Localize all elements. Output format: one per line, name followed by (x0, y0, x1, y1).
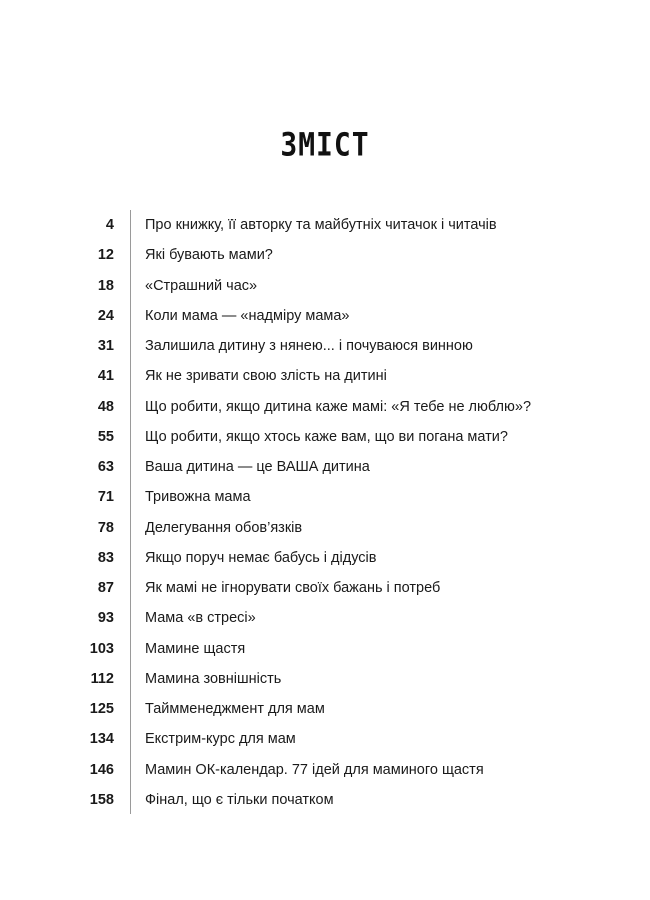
toc-chapter-title: Коли мама — «надміру мама» (145, 307, 350, 324)
toc-page-number: 83 (97, 549, 114, 566)
toc-chapter-title: Мамине щастя (145, 640, 246, 657)
toc-page-number: 12 (97, 247, 114, 264)
toc-entry[interactable] (0, 361, 650, 391)
toc-chapter-title: Як мамі не ігнорувати своїх бажань і потреб (145, 580, 441, 597)
toc-page-number: 112 (90, 670, 114, 687)
toc-page-number: 18 (97, 277, 114, 294)
toc-entry[interactable] (0, 422, 650, 452)
toc-entry[interactable] (0, 513, 650, 543)
toc-page-number: 24 (97, 307, 114, 324)
toc-entry[interactable] (0, 271, 650, 301)
toc-chapter-title: Що робити, якщо хтось каже вам, що ви погана мати? (145, 428, 508, 445)
toc-entry[interactable] (0, 301, 650, 331)
toc-entry[interactable] (0, 210, 650, 240)
toc-entry[interactable] (0, 785, 650, 815)
toc-entry[interactable] (0, 634, 650, 664)
toc-page-number: 41 (97, 368, 114, 385)
toc-chapter-title: Тривожна мама (145, 489, 251, 506)
toc-entry[interactable] (0, 482, 650, 512)
toc-chapter-title: Як не зривати свою злість на дитині (145, 368, 387, 385)
toc-chapter-title: Які бувають мами? (145, 247, 273, 264)
toc-page-number: 103 (89, 640, 114, 657)
toc-entry[interactable] (0, 543, 650, 573)
table-of-contents (0, 210, 650, 815)
toc-chapter-title: Ваша дитина — це ВАША дитина (145, 459, 370, 476)
toc-page-number: 93 (97, 610, 114, 627)
toc-page-number: 48 (97, 398, 114, 415)
toc-page-number: 55 (97, 428, 114, 445)
toc-chapter-title: Екстрим-курс для мам (145, 731, 296, 748)
toc-entry[interactable] (0, 664, 650, 694)
toc-page-number: 158 (89, 791, 114, 808)
toc-page-number: 78 (97, 519, 114, 536)
toc-chapter-title: «Страшний час» (145, 277, 258, 294)
page-title: ЗМІСТ (280, 125, 370, 164)
toc-chapter-title: Мама «в стресі» (145, 610, 256, 627)
toc-entry[interactable] (0, 573, 650, 603)
toc-entry[interactable] (0, 724, 650, 754)
toc-chapter-title: Залишила дитину з нянею... і почуваюся винною (145, 338, 473, 355)
toc-chapter-title: Фінал, що є тільки початком (145, 791, 334, 808)
toc-entry[interactable] (0, 331, 650, 361)
toc-chapter-title: Таймменеджмент для мам (145, 701, 325, 718)
toc-entry[interactable] (0, 694, 650, 724)
toc-page-number: 146 (89, 761, 114, 778)
toc-chapter-title: Мамина зовнішність (145, 670, 282, 687)
toc-page-number: 71 (97, 489, 114, 506)
toc-entry[interactable] (0, 603, 650, 633)
toc-page-number: 31 (97, 338, 114, 355)
toc-entry[interactable] (0, 392, 650, 422)
toc-chapter-title: Якщо поруч немає бабусь і дідусів (145, 549, 377, 566)
toc-entry[interactable] (0, 755, 650, 785)
toc-entry[interactable] (0, 240, 650, 270)
toc-chapter-title: Делегування обов’язків (145, 519, 303, 536)
toc-page-number: 125 (89, 701, 114, 718)
toc-page-number: 134 (89, 731, 114, 748)
toc-page-number: 87 (97, 580, 114, 597)
toc-chapter-title: Що робити, якщо дитина каже мамі: «Я тебе не люблю»? (145, 398, 532, 415)
toc-chapter-title: Мамин ОК-календар. 77 ідей для маминого щастя (145, 761, 484, 778)
toc-page-number: 4 (105, 217, 114, 234)
toc-page-number: 63 (97, 459, 114, 476)
toc-chapter-title: Про книжку, її авторку та майбутніх читачок і читачів (145, 217, 497, 234)
toc-entry[interactable] (0, 452, 650, 482)
